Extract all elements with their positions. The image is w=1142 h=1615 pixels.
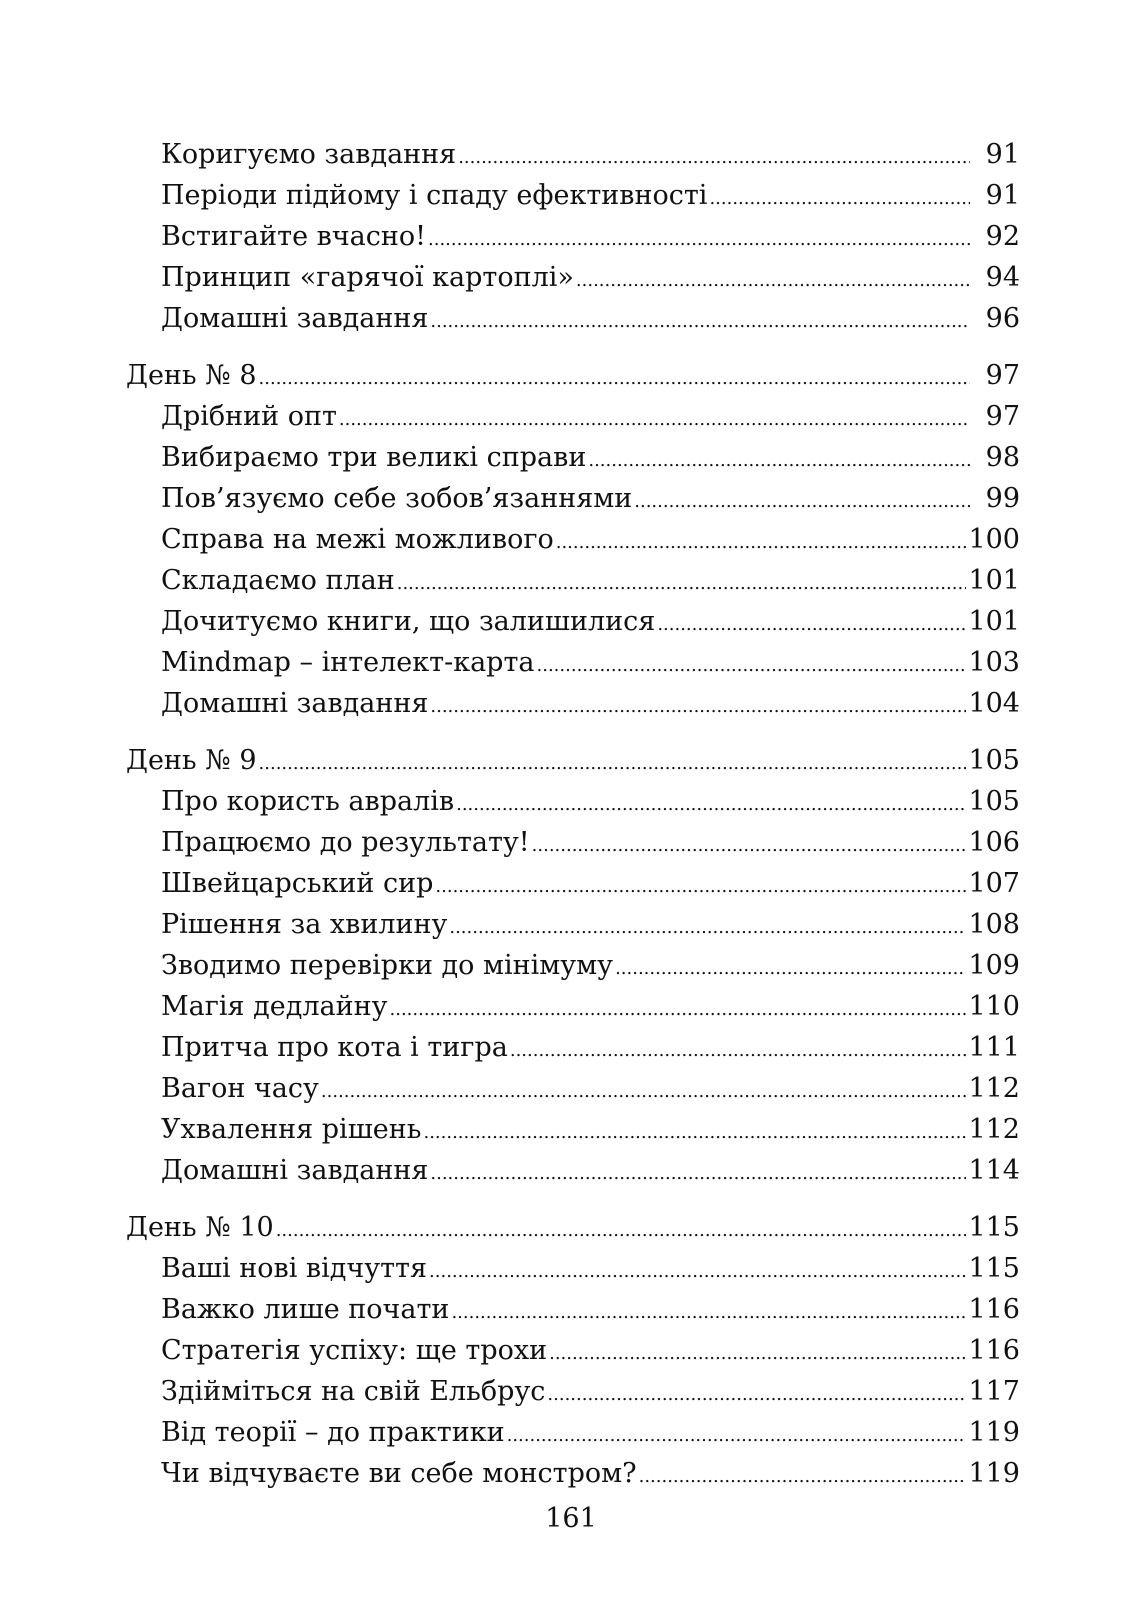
toc-chapter-title: День № 10 — [126, 1212, 274, 1243]
toc-dot-leader — [390, 989, 967, 1030]
toc-entry-row — [126, 1453, 1020, 1494]
toc-entry-row — [126, 1068, 1020, 1109]
toc-dot-leader — [451, 1292, 966, 1333]
toc-dot-leader — [458, 137, 970, 178]
toc-dot-leader — [456, 784, 966, 825]
toc-page-number: 91 — [985, 139, 1020, 170]
toc-page-number: 109 — [968, 950, 1020, 981]
toc-page-number: 110 — [968, 991, 1020, 1022]
toc-page-number: 119 — [968, 1417, 1020, 1448]
toc-page-number: 97 — [985, 360, 1020, 391]
toc-entry-row — [126, 781, 1020, 822]
toc-page-number: 112 — [968, 1073, 1020, 1104]
toc-dot-leader — [428, 219, 970, 260]
toc-entry-title: Чи відчуваєте ви себе монстром? — [161, 1458, 637, 1489]
toc-entry-row — [126, 298, 1020, 339]
toc-entry-row — [126, 642, 1020, 683]
toc-entry-title: Магія дедлайну — [161, 991, 388, 1022]
toc-dot-leader — [576, 260, 970, 301]
toc-entry-title: Зводимо перевірки до мінімуму — [161, 950, 614, 981]
toc-entry-row — [126, 478, 1020, 519]
toc-dot-leader — [430, 301, 970, 342]
toc-dot-leader — [532, 825, 967, 866]
toc-dot-leader — [709, 178, 970, 219]
toc-entry-row — [126, 822, 1020, 863]
toc-page-number: 101 — [968, 565, 1020, 596]
toc-dot-leader — [397, 563, 967, 604]
toc-entry-title: Періоди підйому і спаду ефективності — [161, 180, 708, 211]
toc-entry-row — [126, 986, 1020, 1027]
toc-entry-title: Домашні завдання — [161, 688, 429, 719]
toc-page-number: 98 — [985, 442, 1020, 473]
toc-dot-leader — [547, 1374, 966, 1415]
toc-dot-leader — [634, 481, 970, 522]
toc-dot-leader — [259, 743, 967, 784]
toc-dot-leader — [276, 1210, 967, 1251]
toc-entry-row — [126, 1150, 1020, 1191]
toc-page-number: 115 — [968, 1212, 1020, 1243]
toc-dot-leader — [549, 1333, 966, 1374]
toc-dot-leader — [507, 1415, 967, 1456]
toc-page-number: 94 — [985, 262, 1020, 293]
toc-dot-leader — [588, 440, 970, 481]
toc-page-number: 105 — [968, 745, 1020, 776]
toc-entry-row — [126, 1027, 1020, 1068]
toc-dot-leader — [537, 645, 967, 686]
toc-page-number: 97 — [985, 401, 1020, 432]
toc-page-number: 91 — [985, 180, 1020, 211]
toc-dot-leader — [639, 1456, 967, 1497]
toc-dot-leader — [430, 686, 966, 727]
toc-entry-row — [126, 175, 1020, 216]
toc-page-number: 101 — [968, 606, 1020, 637]
toc-entry-row — [126, 1248, 1020, 1289]
toc-page-number: 116 — [968, 1335, 1020, 1366]
toc-entry-title: Про користь авралів — [161, 786, 455, 817]
toc-page-number: 104 — [968, 688, 1020, 719]
toc-dot-leader — [435, 866, 966, 907]
toc-entry-title: Стратегія успіху: ще трохи — [161, 1335, 548, 1366]
toc-chapter-row — [126, 1207, 1020, 1248]
toc-entry-title: Mindmap – інтелект-карта — [161, 647, 535, 678]
toc-page-number: 103 — [968, 647, 1020, 678]
toc-entry-title: Домашні завдання — [161, 303, 429, 334]
toc-entry-title: Притча про кота і тигра — [161, 1032, 508, 1063]
toc-page-number: 100 — [968, 524, 1020, 555]
toc-dot-leader — [429, 1251, 966, 1292]
toc-entry-title: Рішення за хвилину — [161, 909, 448, 940]
toc-entry-title: Дрібний опт — [161, 401, 337, 432]
toc-page-number: 112 — [968, 1114, 1020, 1145]
toc-entry-row — [126, 257, 1020, 298]
toc-entry-title: Ваші нові відчуття — [161, 1253, 428, 1284]
toc-page-number: 106 — [968, 827, 1020, 858]
toc-entry-title: Встигайте вчасно! — [161, 221, 427, 252]
toc-entry-row — [126, 863, 1020, 904]
toc-dot-leader — [430, 1153, 966, 1194]
toc-chapter-title: День № 8 — [126, 360, 257, 391]
toc-entry-title: Домашні завдання — [161, 1155, 429, 1186]
toc-entry-row — [126, 601, 1020, 642]
toc-dot-leader — [321, 1071, 967, 1112]
toc-entry-title: Пов’язуємо себе зобов’язаннями — [161, 483, 633, 514]
toc-page-number: 116 — [968, 1294, 1020, 1325]
table-of-contents — [126, 134, 1020, 1494]
toc-dot-leader — [339, 399, 970, 440]
toc-page-number: 96 — [985, 303, 1020, 334]
toc-entry-row — [126, 1289, 1020, 1330]
toc-entry-row — [126, 945, 1020, 986]
toc-dot-leader — [556, 522, 967, 563]
toc-entry-row — [126, 560, 1020, 601]
toc-page-number: 105 — [968, 786, 1020, 817]
toc-page-number: 107 — [968, 868, 1020, 899]
toc-entry-row — [126, 1412, 1020, 1453]
toc-page-number: 108 — [968, 909, 1020, 940]
toc-entry-row — [126, 134, 1020, 175]
toc-dot-leader — [449, 907, 966, 948]
toc-entry-title: Принцип «гарячої картоплі» — [161, 262, 574, 293]
toc-chapter-row — [126, 740, 1020, 781]
toc-page-number: 119 — [968, 1458, 1020, 1489]
toc-chapter-title: День № 9 — [126, 745, 257, 776]
toc-entry-title: Важко лише почати — [161, 1294, 450, 1325]
toc-dot-leader — [510, 1030, 967, 1071]
toc-entry-row — [126, 683, 1020, 724]
toc-entry-row — [126, 1330, 1020, 1371]
toc-page-number: 115 — [968, 1253, 1020, 1284]
toc-dot-leader — [657, 604, 966, 645]
toc-entry-row — [126, 904, 1020, 945]
toc-entry-title: Складаємо план — [161, 565, 395, 596]
toc-page-number: 117 — [968, 1376, 1020, 1407]
toc-entry-row — [126, 396, 1020, 437]
toc-entry-title: Від теорії – до практики — [161, 1417, 505, 1448]
toc-entry-row — [126, 437, 1020, 478]
toc-entry-title: Вагон часу — [161, 1073, 319, 1104]
toc-entry-title: Вибираємо три великі справи — [161, 442, 587, 473]
toc-entry-title: Ухвалення рішень — [161, 1114, 422, 1145]
toc-chapter-row — [126, 355, 1020, 396]
toc-entry-title: Працюємо до результату! — [161, 827, 530, 858]
toc-page-number: 114 — [968, 1155, 1020, 1186]
toc-dot-leader — [259, 358, 970, 399]
toc-dot-leader — [615, 948, 966, 989]
page-number: 161 — [545, 1503, 597, 1534]
toc-entry-row — [126, 1371, 1020, 1412]
toc-entry-row — [126, 1109, 1020, 1150]
toc-entry-title: Швейцарський сир — [161, 868, 434, 899]
toc-entry-title: Справа на межі можливого — [161, 524, 554, 555]
toc-entry-row — [126, 519, 1020, 560]
toc-entry-row — [126, 216, 1020, 257]
toc-entry-title: Дочитуємо книги, що залишилися — [161, 606, 656, 637]
toc-page-number: 92 — [985, 221, 1020, 252]
toc-entry-title: Коригуємо завдання — [161, 139, 457, 170]
toc-dot-leader — [423, 1112, 966, 1153]
toc-entry-title: Здійміться на свій Ельбрус — [161, 1376, 546, 1407]
toc-page-number: 99 — [985, 483, 1020, 514]
toc-page-number: 111 — [968, 1032, 1020, 1063]
